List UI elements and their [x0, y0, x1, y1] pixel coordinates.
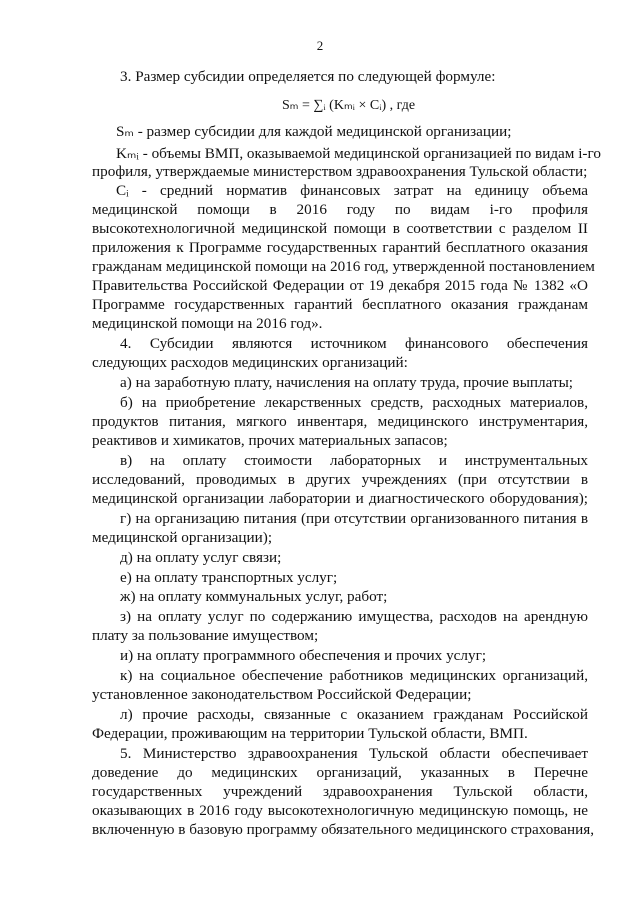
subsidy-formula: Sₘ = ∑ᵢ (Kₘᵢ × Cᵢ) , где — [282, 98, 416, 113]
list-item-v: в) на оплату стоимости лабораторных и инструментальных — [120, 452, 588, 469]
list-item-a: а) на заработную плату, начисления на оплату труда, прочие выплаты; — [120, 374, 574, 391]
list-item-l: л) прочие расходы, связанные с оказанием гражданам Российской — [120, 706, 588, 723]
text-line: Федерации, проживающим на территории Тульской области, ВМП. — [92, 725, 528, 742]
text-line: профиля, утверждаемые министерством здравоохранения Тульской области; — [92, 163, 588, 180]
text-line: установленное законодательством Российской Федерации; — [92, 686, 472, 703]
paragraph-3-heading: 3. Размер субсидии определяется по следующей формуле: — [120, 68, 496, 85]
list-item-g: г) на организацию питания (при отсутствии организованного питания в — [120, 510, 588, 527]
text-line: медицинской помощи на 2016 год». — [92, 315, 323, 332]
text-line: следующих расходов медицинских организаций: — [92, 354, 408, 371]
text-line: медицинской помощи в 2016 году по видам i-го профиля — [92, 201, 588, 218]
paragraph-5-heading: 5. Министерство здравоохранения Тульской области обеспечивает — [120, 745, 588, 762]
text-line: приложения к Программе государственных гарантий бесплатного оказания — [92, 239, 588, 256]
text-line: государственных учреждений здравоохранения Тульской области, — [92, 783, 588, 800]
text-line: плату за пользование имуществом; — [92, 627, 319, 644]
text-line: Программе государственных гарантий бесплатного оказания гражданам — [92, 296, 588, 313]
definition-ci: Cᵢ - средний норматив финансовых затрат на единицу объема — [116, 182, 588, 199]
text-line: реактивов и химикатов, прочих материальных запасов; — [92, 432, 448, 449]
definition-sm: Sₘ - размер субсидии для каждой медицинской организации; — [116, 123, 512, 140]
text-line: оказывающих в 2016 году высокотехнологичную медицинскую помощь, не — [92, 802, 588, 819]
list-item-z: з) на оплату услуг по содержанию имущества, расходов на арендную — [120, 608, 588, 625]
text-line: медицинской организации); — [92, 529, 273, 546]
list-item-zh: ж) на оплату коммунальных услуг, работ; — [120, 588, 388, 605]
list-item-b: б) на приобретение лекарственных средств, расходных материалов, — [120, 394, 588, 411]
text-line: медицинской организации лаборатории и диагностического оборудования); — [92, 490, 588, 507]
text-line: продуктов питания, мягкого инвентаря, медицинского инструментария, — [92, 413, 588, 430]
list-item-d: д) на оплату услуг связи; — [120, 549, 282, 566]
text-line: доведение до медицинских организаций, указанных в Перечне — [92, 764, 588, 781]
list-item-k: к) на социальное обеспечение работников медицинских организаций, — [120, 667, 588, 684]
text-line: гражданам медицинской помощи на 2016 год, утвержденной постановлением — [92, 258, 595, 275]
text-line: Правительства Российской Федерации от 19 декабря 2015 года № 1382 «О — [92, 277, 588, 294]
definition-kmi: Kₘᵢ - объемы ВМП, оказываемой медицинской организацией по видам i-го — [116, 145, 601, 162]
list-item-i: и) на оплату программного обеспечения и прочих услуг; — [120, 647, 487, 664]
list-item-e: е) на оплату транспортных услуг; — [120, 569, 338, 586]
page-number: 2 — [316, 38, 324, 53]
paragraph-4-heading: 4. Субсидии являются источником финансового обеспечения — [120, 335, 588, 352]
text-line: исследований, проводимых в других учреждениях (при отсутствии в — [92, 471, 588, 488]
text-line: высокотехнологичной медицинской помощи в соответствии с разделом II — [92, 220, 588, 237]
text-line: включенную в базовую программу обязательного медицинского страхования, — [92, 821, 595, 838]
